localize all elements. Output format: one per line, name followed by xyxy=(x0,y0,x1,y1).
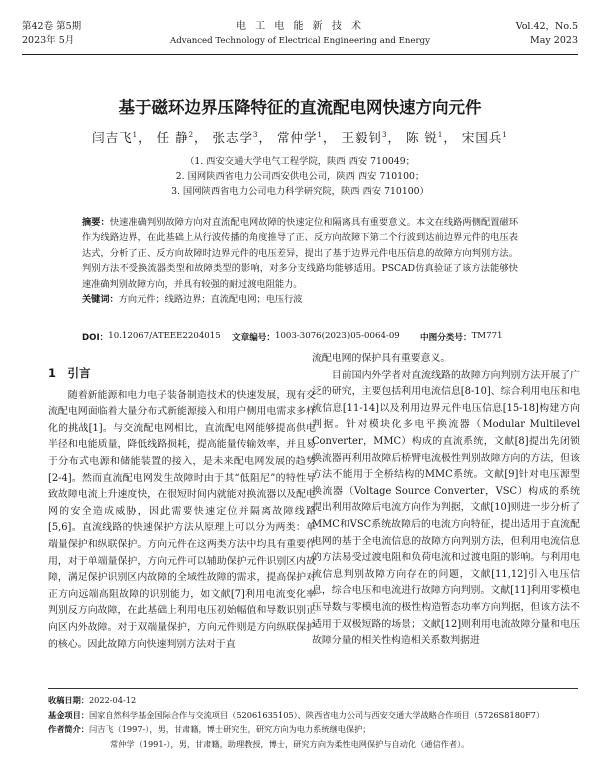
header-divider xyxy=(22,54,578,55)
keywords-text: 方向元件；线路边界；直流配电网；电压行波 xyxy=(118,294,303,306)
footnote-divider xyxy=(48,688,578,689)
paragraph: 随着新能源和电力电子装备制造技术的快速发展，现有交流配电网面临着大量分布式新能源接入和用户侧用电需求多样化的挑战[1]。与交流配电网相比，直流配电网能够提高供电半径和电能质量，降低线路损耗，提高能量传输效率，并且易于分布式电源和储能装置的接入，是未来配电网发展的趋势[2-4]。然而直流配电网发生故障时由于其“低阻尼”的特性导致故障电流上升速度快，在很短时间内就能对换流器以及配电网的安全造成威胁，因此需要快速定位并隔离故障线路[5,6]。直流线路的快速保护方法从原理上可以分为两类：单端量保护和纵联保护。方向元件在这两类方法中均具有重要作用，对于单端量保护，方向元件可以辅助保护元件识别区内故障，满足保护识别区内故障的全域性故障的需求，提高保护对正方向远端高阻故障的识别能力，如文献[7]利用电流变化率判别反方向故障，在此基础上利用电压初始幅值和导数识别正向区内外故障。对于双端量保护，方向元件则是方向纵联保护的核心。因此故障方向快速判别方法对于直 xyxy=(48,389,316,650)
affiliation-line: 2. 国网陕西省电力公司西安供电公司，陕西 西安 710100； xyxy=(175,171,425,182)
author: 闫吉飞$^1$ xyxy=(92,130,139,145)
abstract-label: 摘要： xyxy=(82,217,110,228)
paragraph: 目前国内外学者对直流线路的故障方向判别方法开展了广泛的研究，主要包括利用电流信息[8-10]、综合利用电压和电流信息[11-14]以及利用边界元件电压信息[15-18]构建方向判据。针对模块化多电平换流器（Modular Multilevel Converter，MMC）构成的直流系统，文献[8]提出先闭锁换流器再利用故障后桥臂电流极性判别故障方向的方法，但该方法不能用于全桥结构的MMC系统。文献[9]针对电压源型换流器（Voltage Source Converter，VSC）构成的系统提出利用故障后电流方向作为判据，文献[10]则进一步分析了MMC和VSC系统故障后的电流方向特征，提出适用于直流配电网的基于全电流信息的故障方向判别方法，但利用电流信息的方法易受过渡电阻和负荷电流和过渡电阻的影响。与利用电流信息判别故障方向存在的问题，文献[11,12]引入电压信息，综合电压和电流进行故障方向判别。文献[11]利用零模电压导数与零模电流的极性构造暂态功率方向判据，但该方法不适用于双极短路的场景；文献[12]则利用电流故障分量和电压故障分量的相关性构造相关系数判据进 xyxy=(312,369,580,647)
abstract-text: 快速准确判别故障方向对直流配电网故障的快速定位和隔离具有重要意义。本文在线路两侧配置磁环作为线路边界，在此基础上从行波传播的角度推导了正、反方向故障下第二个行波到达前边界元件的电压表达式，分析了正、反方向故障时边界元件的电压差异，提出了基于边界元件电压信息的故障方向判别方法。判别方法不受换流器类型和故障类型的影响，对多分支线路均能够适用。PSCAD仿真验证了该方法能够快速准确判别故障方向，并具有较强的耐过渡电阻能力。 xyxy=(82,217,519,290)
abstract-block xyxy=(82,215,518,307)
header-center xyxy=(22,20,578,48)
abstract xyxy=(82,215,518,292)
author: 任 静$^2$ xyxy=(156,130,195,145)
paragraph: 流配电网的保护具有重要意义。 xyxy=(312,353,451,364)
section-heading: 1 引言 xyxy=(48,366,91,380)
journal-name-en: Advanced Technology of Electrical Engineering and Energy xyxy=(170,36,430,46)
author-list: 闫吉飞$^1$， 任 静$^2$， 张志学$^3$， 常仲学$^1$， 王毅钊$^3$， 陈 锐$^1$， 宋国兵$^1$ xyxy=(92,130,508,145)
doi: DOI： 10.12067/ATEEE2204015 xyxy=(82,331,221,343)
author-bio: 常仲学（1991-），男，甘肃籍，助理教授，博士，研究方向为柔性电网保护与自动化（通信作者）。 xyxy=(110,738,470,749)
affiliation-line: 3. 国网陕西省电力公司电力科学研究院，陕西 西安 710100） xyxy=(171,186,429,197)
affiliation-line: （1. 西安交通大学电气工程学院，陕西 西安 710049； xyxy=(185,156,415,167)
volume-en: Vol.42，No.5 xyxy=(515,21,578,32)
clc-number: 中图分类号： TM771 xyxy=(420,331,503,343)
author: 陈 锐$^1$ xyxy=(405,130,444,145)
article-number: 文章编号： 1003-3076(2023)05-0064-09 xyxy=(232,331,400,343)
paper-title: 基于磁环边界压降特征的直流配电网快速方向元件 xyxy=(118,98,482,117)
date-cn: 2023年 5月 xyxy=(22,35,75,46)
funding: 基金项目：国家自然科学基金国际合作与交流项目（52061635105）、陕西省电力公司与西安交通大学战略合作项目（5726S8180F7） xyxy=(48,709,545,720)
author-bio: 作者简介：闫吉飞（1997-），男，甘肃籍，博士研究生，研究方向为电力系统继电保护； xyxy=(48,724,371,734)
body-column-right xyxy=(312,351,580,650)
footnotes xyxy=(48,693,578,751)
journal-name-cn: 电 工 电 能 新 技 术 xyxy=(235,21,365,32)
author: 王毅钊$^3$ xyxy=(341,130,388,145)
date-en: May 2023 xyxy=(530,35,578,46)
volume-cn: 第42卷 第5期 xyxy=(22,21,82,32)
body-column-left xyxy=(48,365,316,653)
running-header xyxy=(22,20,578,64)
keywords-label: 关键词： xyxy=(82,294,119,306)
affiliations xyxy=(0,154,600,199)
author: 宋国兵$^1$ xyxy=(461,130,508,145)
received-date: 收稿日期：2022-04-12 xyxy=(48,695,137,705)
author: 常仲学$^1$ xyxy=(277,130,323,145)
header-right xyxy=(516,20,578,48)
keywords xyxy=(82,292,518,307)
author: 张志学$^3$ xyxy=(212,130,259,145)
